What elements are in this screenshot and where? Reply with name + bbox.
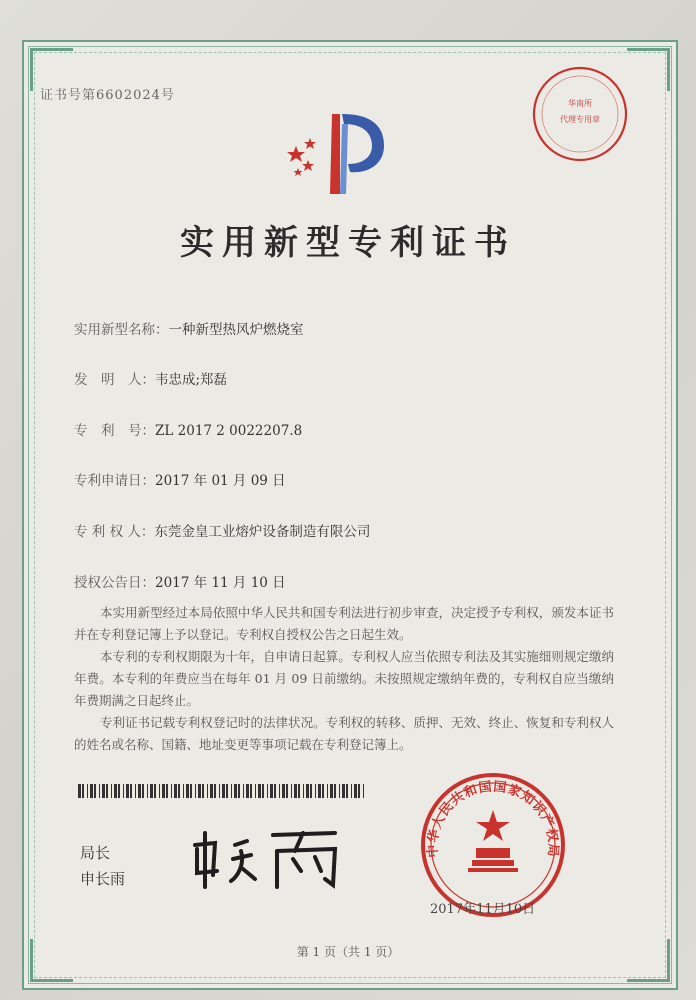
field-utility-model-name [74, 318, 304, 338]
field-patent-number [74, 419, 302, 439]
body-paragraph: 专利证书记载专利权登记时的法律状况。专利权的转移、质押、无效、终止、恢复和专利权人的姓名或名称、国籍、地址变更等事项记载在专利登记簿上。 [74, 715, 614, 752]
cnipa-logo-icon [280, 108, 390, 198]
barcode-icon [78, 784, 368, 798]
border-corner [627, 48, 670, 91]
field-label: 实用新型名称： [74, 322, 169, 338]
body-paragraph: 本实用新型经过本局依照中华人民共和国专利法进行初步审查，决定授予专利权，颁发本证书并在专利登记簿上予以登记。专利权自授权公告之日起生效。 [74, 605, 614, 642]
body-paragraph: 本专利的专利权期限为十年，自申请日起算。专利权人应当依照专利法及其实施细则规定缴纳年费。本专利的年费应当在每年 01 月 09 日前缴纳。未按照规定缴纳年费的，专利权自应当缴纳年费期满之日起终止。 [74, 649, 614, 708]
certificate-number: 证书号第6602024号 [40, 88, 175, 103]
field-label: 专 利 权 人： [74, 524, 155, 540]
field-value: 2017 年 11 月 10 日 [155, 575, 286, 591]
agent-seal-icon [530, 64, 630, 164]
svg-text:代理专用章: 代理专用章 [560, 115, 600, 124]
field-label: 专利申请日： [74, 473, 155, 489]
field-value: 韦忠成;郑磊 [155, 372, 228, 388]
certificate-body [74, 602, 614, 756]
svg-text:华南所: 华南所 [568, 99, 592, 108]
field-inventor [74, 368, 227, 388]
field-label: 发 明 人： [74, 372, 155, 388]
director-title: 局长 [80, 844, 111, 862]
field-value: 一种新型热风炉燃烧室 [168, 322, 304, 338]
field-value: 东莞金皇工业熔炉设备制造有限公司 [154, 524, 371, 540]
field-value: 2017 年 01 月 09 日 [155, 473, 286, 489]
certificate-title: 实用新型专利证书 [180, 223, 516, 263]
page-footer: 第 1 页（共 1 页） [296, 945, 400, 959]
field-label: 授权公告日： [74, 575, 155, 591]
field-grant-date [74, 571, 286, 591]
field-value: ZL 2017 2 0022207.8 [155, 423, 303, 439]
field-patentee [74, 520, 370, 540]
svg-text:中华人民共和国国家知识产权局: 中华人民共和国国家知识产权局 [425, 779, 561, 859]
field-filing-date [74, 469, 286, 489]
director-name: 申长雨 [80, 870, 126, 888]
field-label: 专 利 号： [74, 423, 155, 439]
issue-date: 2017年11月10日 [430, 902, 536, 917]
director-signature-icon [185, 815, 355, 895]
